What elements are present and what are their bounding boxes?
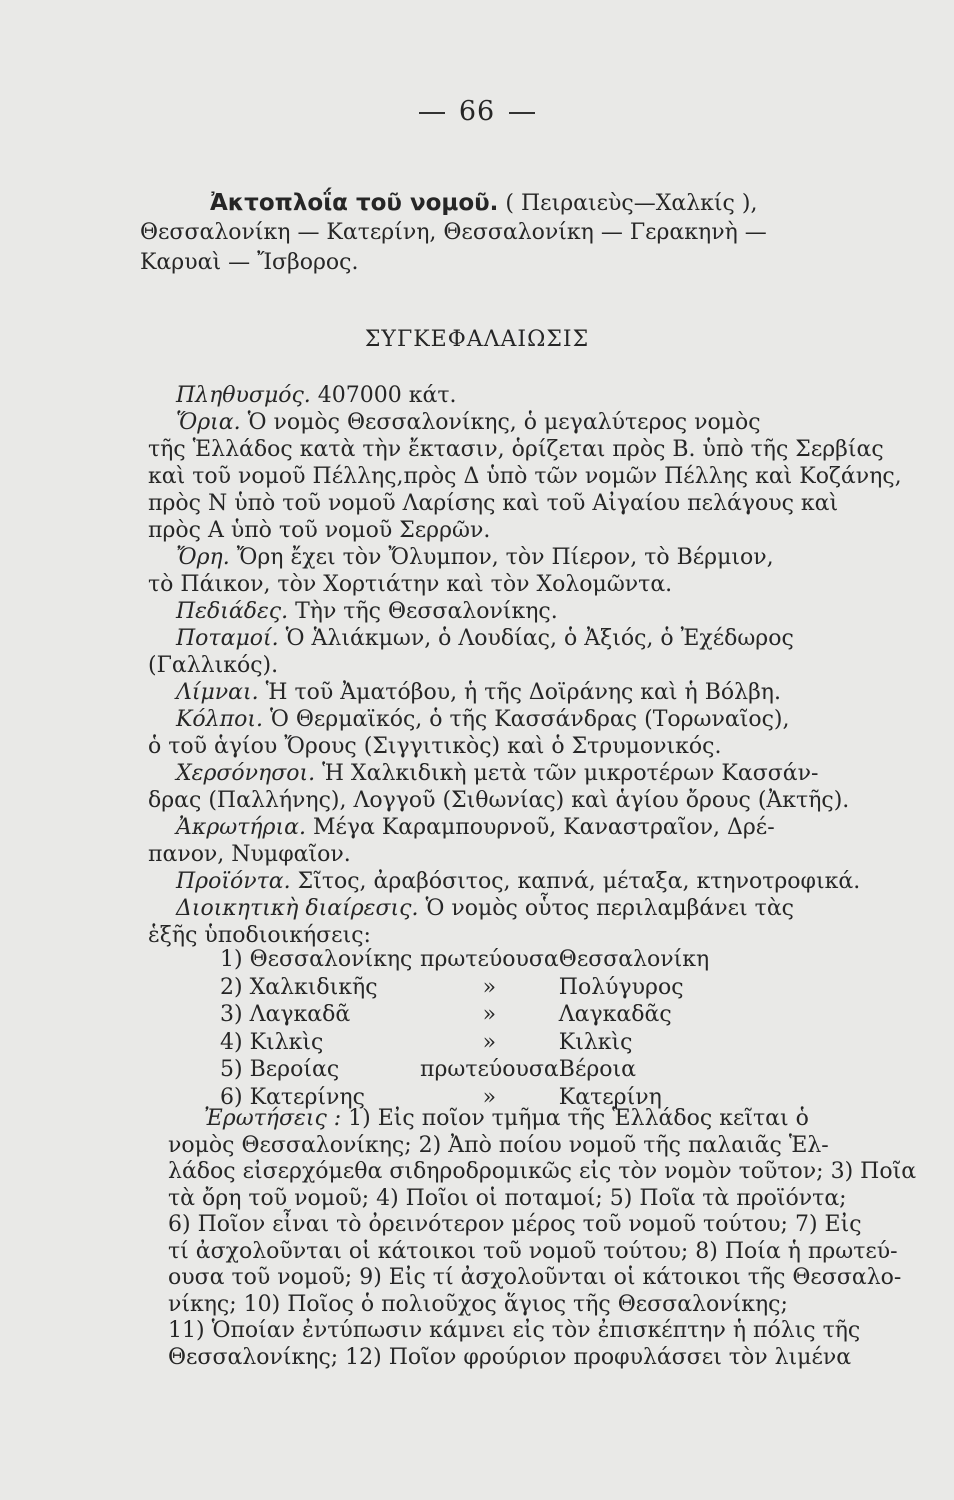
question-text: τὰ ὄρη τοῦ νομοῦ; 4) Ποῖοι οἱ ποταμοί; 5) Ποῖα τὰ προϊόντα; <box>168 1185 847 1211</box>
summary-line <box>148 382 918 409</box>
summary-text: πανον, Νυμφαῖον. <box>148 842 351 867</box>
summary-label: Προϊόντα. <box>176 869 291 894</box>
heading-line-1 <box>140 188 910 218</box>
summary-line <box>148 706 918 733</box>
subdivision-mark: πρωτεύουσα <box>420 947 559 973</box>
summary-line <box>148 409 918 436</box>
summary-block <box>148 382 918 949</box>
questions-block <box>168 1106 928 1371</box>
subdivision-capital: Βέροια <box>558 1057 637 1083</box>
question-line <box>168 1292 928 1319</box>
subdivision-number: 4) <box>220 1029 243 1055</box>
summary-line <box>148 679 918 706</box>
subdivision-mark: » <box>482 1029 497 1055</box>
summary-line <box>148 895 918 922</box>
question-line <box>168 1106 928 1133</box>
summary-text: πρὸς Ν ὑπὸ τοῦ νομοῦ Λαρίσης καὶ τοῦ Αἰγαίου πελάγους καὶ <box>148 491 839 516</box>
summary-text: Ὁ Ἁλιάκμων, ὁ Λουδίας, ὁ Ἀξιός, ὁ Ἐχέδωρος <box>278 626 794 651</box>
summary-line <box>148 463 918 490</box>
summary-text: ὁ τοῦ ἁγίου Ὄρους (Σιγγιτικὸς) καὶ ὁ Στρυμονικός. <box>148 734 722 759</box>
question-text: λάδος εἰσερχόμεθα σιδηροδρομικῶς εἰς τὸν νομὸν τοῦτον; 3) Ποῖα <box>168 1159 917 1184</box>
subdivision-row <box>220 1001 709 1029</box>
question-line <box>168 1345 928 1372</box>
summary-line <box>148 787 918 814</box>
summary-line <box>148 868 918 895</box>
subdivision-capital: Κιλκὶς <box>558 1029 633 1055</box>
summary-text: Τὴν τῆς Θεσσαλονίκης. <box>288 599 558 624</box>
summary-text: Μέγα Καραμπουρνοῦ, Καναστραῖον, Δρέ- <box>305 815 775 840</box>
summary-label: Διοικητικὴ διαίρεσις. <box>176 896 419 921</box>
summary-text: Ἡ Χαλκιδικὴ μετὰ τῶν μικροτέρων Κασσάν- <box>315 761 819 786</box>
question-line <box>168 1159 928 1186</box>
summary-text: τὸ Πάικον, τὸν Χορτιάτην καὶ τὸν Χολομῶντα. <box>148 572 673 597</box>
subdivisions-table <box>220 946 709 1111</box>
question-line <box>168 1318 928 1345</box>
summary-line <box>148 490 918 517</box>
summary-label: Κόλποι. <box>176 707 263 732</box>
subdivision-row <box>220 1029 709 1057</box>
question-text: 6) Ποῖον εἶναι τὸ ὀρεινότερον μέρος τοῦ νομοῦ τούτου; 7) Εἰς <box>168 1212 862 1237</box>
section-title: ΣΥΓΚΕΦΑΛΑΙΩΣΙΣ <box>364 327 590 352</box>
question-line <box>168 1186 928 1213</box>
dash-right <box>509 112 535 114</box>
summary-text: καὶ τοῦ νομοῦ Πέλλης,πρὸς Δ ὑπὸ τῶν νομῶν Πέλλης καὶ Κοζάνης, <box>148 464 902 489</box>
subdivision-row <box>220 974 709 1002</box>
heading-line-2: Θεσσαλονίκη — Κατερίνη, Θεσσαλονίκη — Γερακηνὴ — <box>140 220 767 245</box>
question-text: Θεσσαλονίκης; 12) Ποῖον φρούριον προφυλάσσει τὸν λιμένα <box>168 1344 852 1370</box>
summary-line <box>148 436 918 463</box>
summary-line <box>148 760 918 787</box>
heading-rest: ( Πειραιεὺς—Χαλκίς ), <box>505 191 758 216</box>
summary-label: Λίμναι. <box>176 680 259 705</box>
summary-text: Ὁ νομὸς Θεσσαλονίκης, ὁ μεγαλύτερος νομὸς <box>240 410 761 435</box>
heading-line-3: Καρυαὶ — Ἴσβορος. <box>140 250 359 275</box>
subdivision-label: Βεροίας <box>249 1057 340 1083</box>
question-line <box>168 1133 928 1160</box>
subdivision-mark: » <box>482 1084 497 1110</box>
summary-line <box>148 625 918 652</box>
subdivision-number: 3) <box>220 1002 243 1028</box>
heading-block <box>140 188 910 278</box>
summary-text: δρας (Παλλήνης), Λογγοῦ (Σιθωνίας) καὶ ἁγίου ὄρους (Ἀκτῆς). <box>148 788 850 813</box>
summary-label: Ἀκρωτήρια. <box>176 815 306 840</box>
subdivision-number: 2) <box>220 974 243 1000</box>
summary-label: Ὅρια. <box>176 410 241 435</box>
summary-line <box>148 814 918 841</box>
subdivision-number: 1) <box>220 947 243 973</box>
summary-line <box>148 517 918 544</box>
subdivision-mark: » <box>482 974 497 1000</box>
page-number <box>0 96 954 127</box>
subdivision-label: Λαγκαδᾶ <box>249 1002 351 1028</box>
summary-line <box>148 598 918 625</box>
subdivision-number: 5) <box>220 1057 243 1083</box>
subdivision-name <box>220 974 420 1002</box>
subdivision-name <box>220 1056 420 1084</box>
summary-text: Ὄρη ἔχει τὸν Ὄλυμπον, τὸν Πίερον, τὸ Βέρμιον, <box>229 545 774 570</box>
question-text: νομὸς Θεσσαλονίκης; 2) Ἀπὸ ποίου νομοῦ τῆς παλαιᾶς Ἑλ- <box>168 1132 829 1158</box>
question-text: ουσα τοῦ νομοῦ; 9) Εἰς τί ἀσχολοῦνται οἱ κάτοικοι τῆς Θεσσαλο- <box>168 1265 902 1290</box>
summary-line <box>148 652 918 679</box>
subdivision-name <box>220 1029 420 1057</box>
subdivision-capital: Πολύγυρος <box>558 974 684 1000</box>
subdivision-row <box>220 946 709 974</box>
summary-label: Ὄρη. <box>176 545 230 570</box>
summary-line <box>148 922 918 949</box>
summary-label: Πεδιάδες. <box>176 599 289 624</box>
summary-line <box>148 841 918 868</box>
summary-label: Χερσόνησοι. <box>176 761 316 786</box>
subdivision-label: Κατερίνης <box>249 1084 365 1110</box>
subdivision-capital: Κατερίνη <box>558 1084 662 1110</box>
question-text: τί ἀσχολοῦνται οἱ κάτοικοι τοῦ νομοῦ τούτου; 8) Ποία ἡ πρωτεύ- <box>168 1238 898 1264</box>
summary-line <box>148 544 918 571</box>
subdivision-label: Χαλκιδικῆς <box>249 974 378 1000</box>
subdivision-label: Κιλκὶς <box>249 1029 324 1055</box>
subdivision-capital: Λαγκαδᾶς <box>558 1002 672 1028</box>
summary-label: Ποταμοί. <box>176 626 279 651</box>
summary-text: (Γαλλικός). <box>148 653 279 678</box>
dash-left <box>419 112 445 114</box>
subdivision-name <box>220 946 420 974</box>
summary-text: τῆς Ἑλλάδος κατὰ τὴν ἔκτασιν, ὁρίζεται πρὸς Β. ὑπὸ τῆς Σερβίας <box>148 437 884 462</box>
subdivision-name <box>220 1001 420 1029</box>
subdivision-mark: πρωτεύουσα <box>420 1057 559 1083</box>
summary-text: Ἡ τοῦ Ἀματόβου, ἡ τῆς Δοϊράνης καὶ ἡ Βόλβη. <box>258 680 781 705</box>
subdivision-capital: Θεσσαλονίκη <box>558 947 710 973</box>
subdivision-number: 6) <box>220 1084 243 1110</box>
questions-label: Ἐρωτήσεις : <box>204 1106 342 1131</box>
question-text: 1) Εἰς ποῖον τμῆμα τῆς Ἑλλάδος κεῖται ὁ <box>341 1106 809 1131</box>
subdivision-row <box>220 1056 709 1084</box>
question-line <box>168 1212 928 1239</box>
summary-label: Πληθυσμός. <box>176 383 311 408</box>
question-text: νίκης; 10) Ποῖος ὁ πολιοῦχος ἅγιος τῆς Θεσσαλονίκης; <box>168 1291 788 1317</box>
heading-bold: Ἀκτοπλοΐα τοῦ νομοῦ. <box>210 190 499 216</box>
summary-text: Ὁ νομὸς οὗτος περιλαμβάνει τὰς <box>418 896 794 921</box>
question-text: 11) Ὁποίαν ἐντύπωσιν κάμνει εἰς τὸν ἐπισκέπτην ἡ πόλις τῆς <box>168 1318 861 1343</box>
page-number-text: 66 <box>458 96 496 127</box>
summary-line <box>148 733 918 760</box>
summary-text: πρὸς Α ὑπὸ τοῦ νομοῦ Σερρῶν. <box>148 518 491 543</box>
summary-text: 407000 κάτ. <box>310 383 457 408</box>
summary-text: ἑξῆς ὑποδιοικήσεις: <box>148 923 371 948</box>
subdivision-label: Θεσσαλονίκης <box>249 947 413 973</box>
question-line <box>168 1265 928 1292</box>
summary-text: Ὁ Θερμαϊκός, ὁ τῆς Κασσάνδρας (Τορωναῖος), <box>262 707 790 732</box>
summary-text: Σῖτος, ἀραβόσιτος, καπνά, μέταξα, κτηνοτροφικά. <box>290 869 861 894</box>
question-line <box>168 1239 928 1266</box>
summary-line <box>148 571 918 598</box>
subdivision-mark: » <box>482 1002 497 1028</box>
